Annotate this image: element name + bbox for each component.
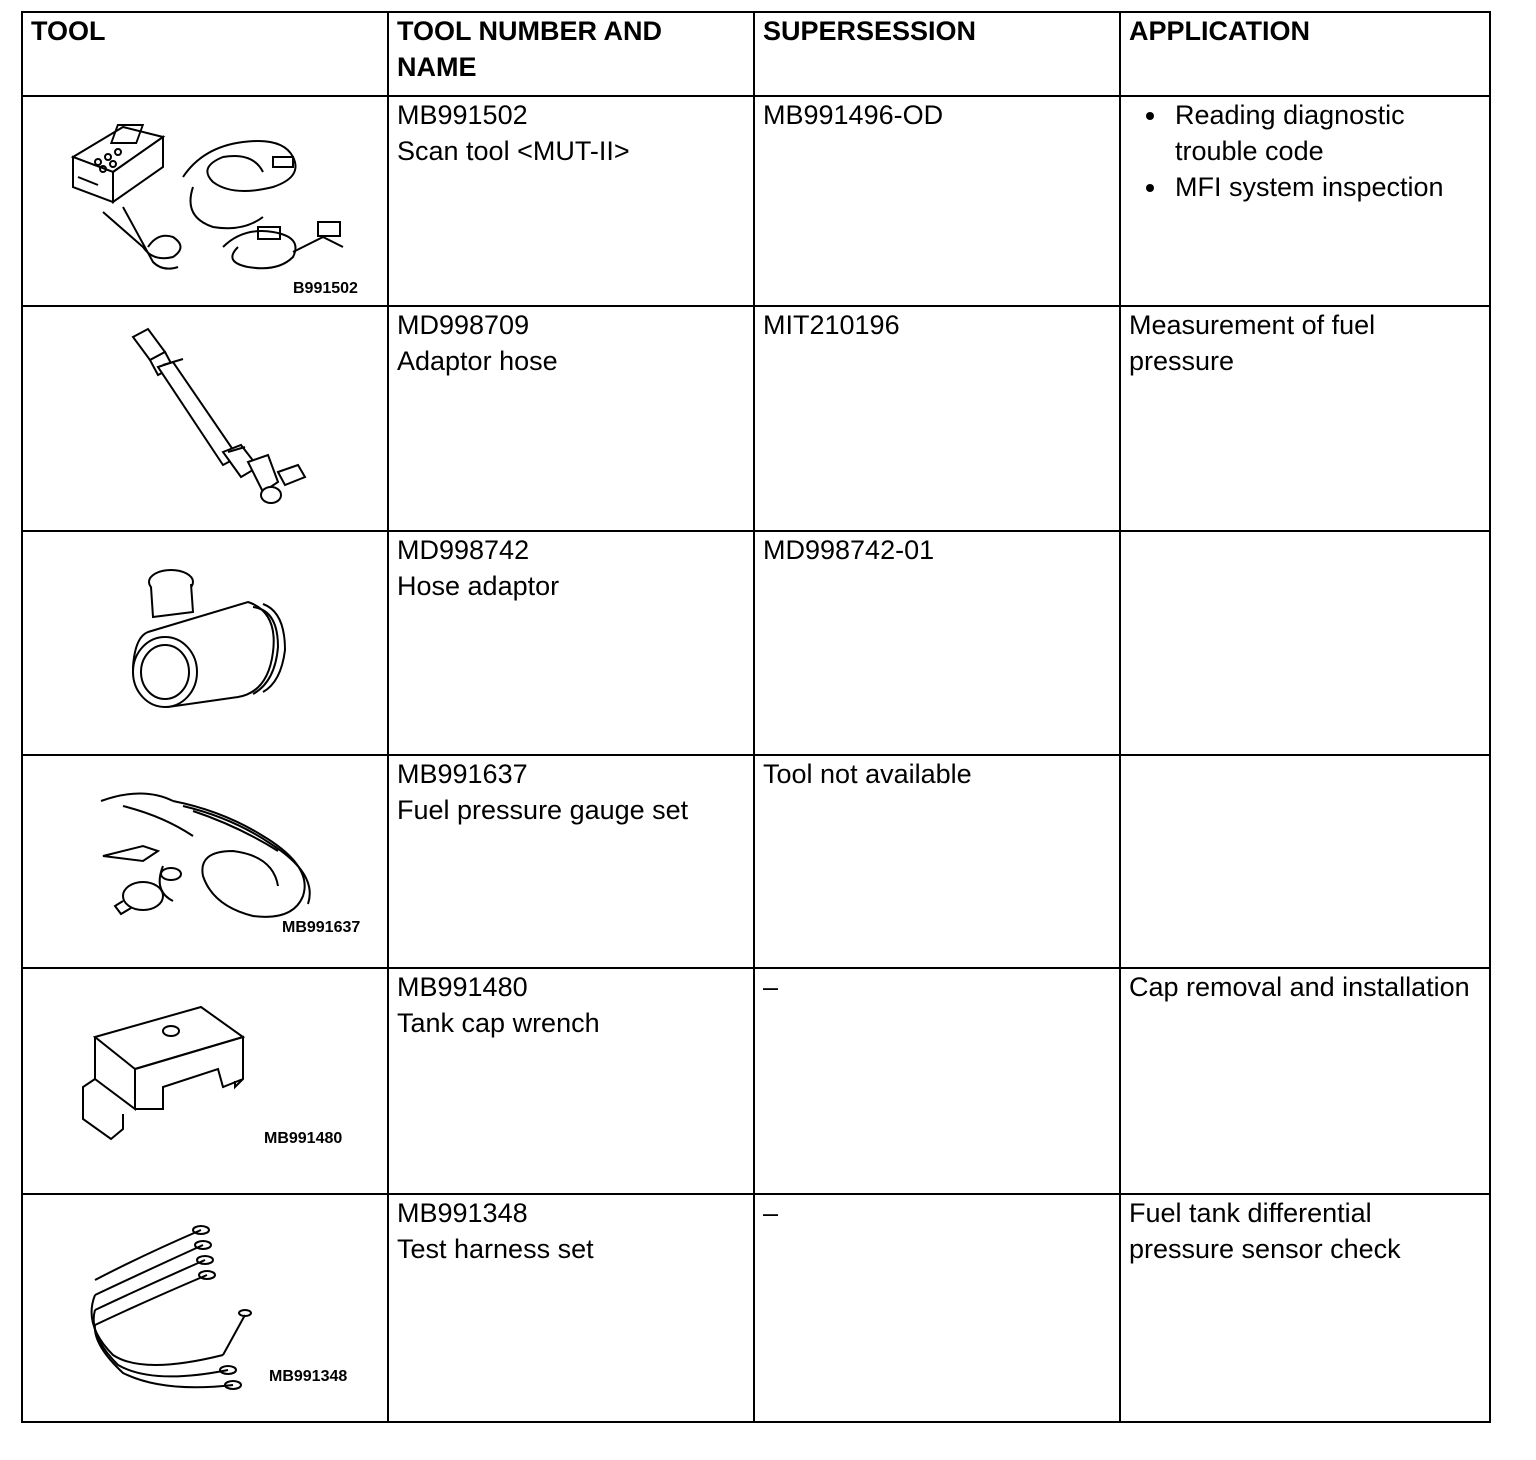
tool-name: Scan tool <MUT-II>	[397, 136, 630, 166]
header-row	[22, 12, 1490, 96]
header-tool-number-and-name: TOOL NUMBER AND NAME	[388, 12, 754, 96]
figure-label: MB991480	[264, 1130, 343, 1147]
tool-number-name-cell	[388, 96, 754, 306]
special-tools-table	[21, 11, 1491, 1423]
table-row	[22, 1194, 1490, 1422]
application-item: • MFI system inspection	[1169, 169, 1481, 205]
tool-name: Fuel pressure gauge set	[397, 795, 689, 825]
tool-number: MB991348	[397, 1198, 528, 1228]
tool-image-cell	[22, 531, 388, 755]
table-row	[22, 96, 1490, 306]
tool-name: Test harness set	[397, 1234, 594, 1264]
tool-image-cell	[22, 96, 388, 306]
application-cell: Measurement of fuel pressure	[1120, 306, 1490, 531]
table-row	[22, 531, 1490, 755]
application-cell	[1120, 531, 1490, 755]
tool-image-cell	[22, 1194, 388, 1422]
tool-name: Hose adaptor	[397, 571, 560, 601]
tool-number-name-cell	[388, 531, 754, 755]
tool-image-cell	[22, 968, 388, 1194]
tool-image-cell	[22, 306, 388, 531]
header-application: APPLICATION	[1120, 12, 1490, 96]
table-row	[22, 306, 1490, 531]
tool-number: MB991480	[397, 972, 528, 1002]
application-cell: Cap removal and installation	[1120, 968, 1490, 1194]
table-row	[22, 755, 1490, 968]
scan-tool-illustration	[23, 97, 389, 305]
supersession-cell: Tool not available	[754, 755, 1120, 968]
application-cell	[1120, 96, 1490, 306]
tool-number: MD998742	[397, 535, 530, 565]
table-row	[22, 968, 1490, 1194]
tool-number: MD998709	[397, 310, 530, 340]
supersession-cell: –	[754, 1194, 1120, 1422]
tool-number-name-cell	[388, 968, 754, 1194]
supersession-cell: MIT210196	[754, 306, 1120, 531]
tool-name: Adaptor hose	[397, 346, 558, 376]
tool-number-name-cell	[388, 1194, 754, 1422]
application-item: • Reading diagnostic trouble code	[1169, 97, 1481, 169]
adaptor-hose-illustration	[23, 307, 389, 530]
tool-name: Tank cap wrench	[397, 1008, 600, 1038]
tool-number-name-cell	[388, 306, 754, 531]
tool-image-cell	[22, 755, 388, 968]
figure-label: MB991637	[282, 919, 361, 936]
application-cell	[1120, 755, 1490, 968]
header-supersession: SUPERSESSION	[754, 12, 1120, 96]
hose-adaptor-illustration	[23, 532, 389, 754]
tool-number: MB991637	[397, 759, 528, 789]
supersession-cell: –	[754, 968, 1120, 1194]
figure-label: MB991348	[269, 1368, 348, 1385]
header-tool: TOOL	[22, 12, 388, 96]
supersession-cell: MD998742-01	[754, 531, 1120, 755]
supersession-cell: MB991496-OD	[754, 96, 1120, 306]
test-harness-illustration	[23, 1195, 389, 1421]
figure-label: B991502	[293, 280, 358, 297]
application-cell: Fuel tank differential pressure sensor check	[1120, 1194, 1490, 1422]
tool-number-name-cell	[388, 755, 754, 968]
tool-number: MB991502	[397, 100, 528, 130]
tank-cap-wrench-illustration	[23, 969, 389, 1193]
